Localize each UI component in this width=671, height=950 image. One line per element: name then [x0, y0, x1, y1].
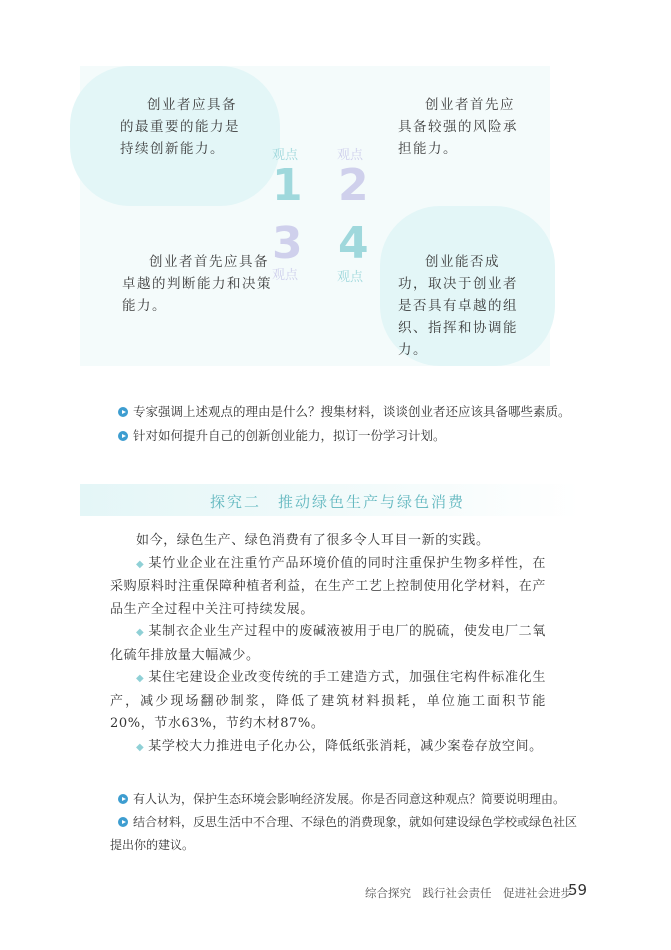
- arrow-bullet-icon: [118, 407, 128, 417]
- arrow-bullet-icon: [118, 817, 128, 827]
- viewpoint-3-text: 创业者首先应具备卓越的判断能力和决策能力。: [122, 254, 272, 314]
- viewpoint-2-number: 2: [338, 160, 369, 211]
- arrow-bullet-icon: [118, 794, 128, 804]
- arrow-bullet-icon: [118, 431, 128, 441]
- viewpoint-4-label: 观点: [337, 270, 364, 285]
- question-text: 结合材料，反思生活中不合理、不绿色的消费现象，就如何建设绿色学校或绿色社区提出你的建议。: [110, 815, 578, 852]
- viewpoint-1-text: 创业者应具备的最重要的能力是持续创新能力。: [120, 97, 240, 157]
- diamond-bullet-icon: ◆: [136, 558, 145, 570]
- viewpoint-3-number: 3: [272, 218, 303, 269]
- viewpoint-2-text: 创业者首先应具备较强的风险承担能力。: [398, 97, 518, 157]
- question-text: 有人认为，保护生态环境会影响经济发展。你是否同意这种观点？简要说明理由。: [133, 792, 566, 806]
- diamond-bullet-icon: ◆: [136, 741, 145, 753]
- viewpoint-4-text: 创业能否成功，取决于创业者是否具有卓越的组织、指挥和协调能力。: [398, 254, 518, 358]
- case-item: ◆ 某学校大力推进电子化办公，降低纸张消耗，减少案卷存放空间。: [136, 738, 543, 754]
- running-title: 综合探究 践行社会责任 促进社会进步: [365, 886, 572, 900]
- question-item: [118, 424, 446, 447]
- body-text: [110, 530, 546, 759]
- case-item: ◆ 某竹业企业在注重竹产品环境价值的同时注重保护生物多样性，在采购原料时注重保障种植者利益，在生产工艺上控制使用化学材料，在产品生产全过程中关注可持续发展。: [110, 555, 546, 617]
- case-item: ◆ 某住宅建设企业改变传统的手工建造方式，加强住宅构件标准化生产，减少现场翻砂制浆，降低了建筑材料损耗，单位施工面积节能20%，节水63%，节约木材87%。: [110, 670, 546, 731]
- section-header: [80, 484, 580, 516]
- diamond-bullet-icon: ◆: [136, 627, 145, 638]
- viewpoint-2-label: 观点: [337, 148, 364, 163]
- viewpoint-4-number: 4: [338, 218, 369, 269]
- questions-list: [110, 788, 585, 857]
- page-number: 59: [568, 881, 588, 899]
- intro-paragraph: 如今，绿色生产、绿色消费有了很多令人耳目一新的实践。: [136, 533, 490, 548]
- section-title: 探究二 推动绿色生产与绿色消费: [210, 493, 466, 511]
- question-text: 专家强调上述观点的理由是什么？搜集材料，谈谈创业者还应该具备哪些素质。: [133, 404, 571, 419]
- diamond-bullet-icon: ◆: [136, 673, 145, 684]
- viewpoint-1-label: 观点: [272, 148, 299, 163]
- viewpoint-3-label: 观点: [272, 268, 299, 283]
- question-item: [110, 811, 585, 857]
- viewpoint-1-number: 1: [272, 160, 303, 211]
- question-item: [110, 788, 585, 811]
- question-text: 针对如何提升自己的创新创业能力，拟订一份学习计划。: [133, 428, 446, 443]
- case-item: ◆ 某制衣企业生产过程中的废碱液被用于电厂的脱硫，使发电厂二氧化硫年排放量大幅减少。: [110, 624, 546, 663]
- question-item: [118, 400, 571, 423]
